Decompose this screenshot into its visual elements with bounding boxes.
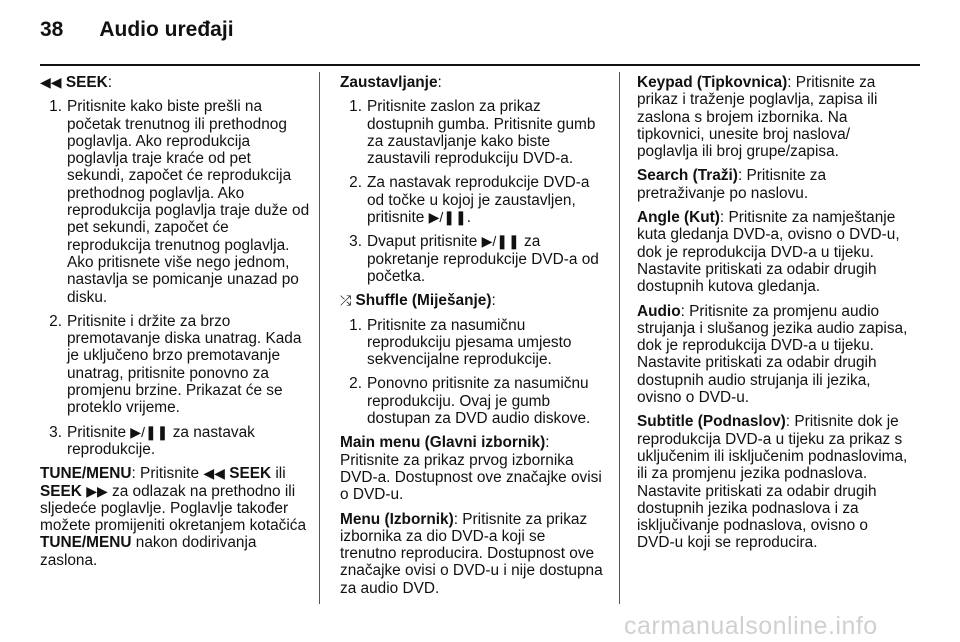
- menu-paragraph: Menu (Izbornik): Pritisnite za prikaz izbornika za dio DVD-a koji se trenutno reproducira. Dostupnost ove značajke ovisi o DVD-u i nije dostupna za audio DVD.: [340, 510, 603, 597]
- column-divider: [319, 72, 320, 604]
- column-divider: [619, 72, 620, 604]
- list-item: 1. Pritisnite kako biste prešli na početak trenutnog ili prethodnog poglavlja. Ako reprodukcija poglavlja traje kraće od pet sekundi, započet će reprodukcija prethodnog poglavlja. Ako reprodukcija poglavlja traje duže od pet sekundi, započet će reprodukcija trenutnog poglavlja. Ako pritisnete više nego jednom, nastavlja se pomicanje unazad po disku.: [49, 98, 310, 306]
- play-pause-icon: ▶/❚❚: [130, 423, 169, 440]
- rewind-icon: ◀◀: [203, 465, 225, 482]
- audio-paragraph: Audio: Pritisnite za promjenu audio strujanja i slušanog jezika audio zapisa, dok je reprodukcija DVD-a u tijeku. Nastavite pritiskati za odabir drugih dostupnih audio strujanja ili jezika, ovisno o DVD-u.: [637, 302, 908, 407]
- tune-menu-paragraph: TUNE/MENU: Pritisnite ◀◀ SEEK ili SEEK ▶▶ za odlazak na prethodno ili sljedeće poglavlje. Poglavlje također možete promijeniti okretanjem kotačića TUNE/MENU nakon dodirivanja zaslona.: [40, 465, 307, 569]
- list-item: 2. Za nastavak reprodukcije DVD-a od točke u kojoj je zaustavljen, pritisnite ▶/❚❚.: [349, 174, 590, 227]
- header-rule: [40, 64, 920, 66]
- seek-back-heading: ◀◀ SEEK:: [40, 74, 113, 91]
- list-item: 3. Pritisnite ▶/❚❚ za nastavak reprodukcije.: [49, 423, 255, 458]
- subtitle-paragraph: Subtitle (Podnaslov): Pritisnite dok je reprodukcija DVD-a u tijeku za prikaz s uključenim ili isključenim podnaslovima, ili za promjenu jezika podnaslova. Nastavite pritiskati za odabir drugih dostupnih jezika podnaslova i za isključivanje podnaslova, ovisno o DVD-u koji se reproducira.: [637, 413, 908, 552]
- list-item: 1. Pritisnite za nasumičnu reprodukciju pjesama umjesto sekvencijalne reprodukcije.: [349, 316, 572, 369]
- page-number: 38: [40, 18, 64, 41]
- column-right: [637, 74, 909, 559]
- list-item: 1. Pritisnite zaslon za prikaz dostupnih gumba. Pritisnite gumb za zaustavljanje kako biste zaustavili reprodukciju DVD-a.: [349, 98, 596, 168]
- shuffle-heading: ⤮ Shuffle (Miješanje):: [340, 292, 496, 310]
- column-left: [40, 74, 310, 576]
- angle-paragraph: Angle (Kut): Pritisnite za namještanje kuta gledanja DVD-a, ovisno o DVD-u, dok je reprodukcija DVD-a u tijeku. Nastavite pritiskati za odabir drugih dostupnih kutova gledanja.: [637, 209, 900, 296]
- list-item: 2. Pritisnite i držite za brzo premotavanje diska unatrag. Kada je uključeno brzo premotavanje unatrag, pritisnite ponovno za promjenu brzine. Prikazat će se proteklo vrijeme.: [49, 312, 302, 417]
- column-middle: [340, 74, 606, 604]
- page-title: Audio uređaji: [99, 18, 234, 41]
- page-header: [40, 18, 234, 42]
- play-pause-icon: ▶/❚❚: [428, 209, 467, 226]
- shuffle-icon: ⤮: [340, 292, 352, 309]
- keypad-paragraph: Keypad (Tipkovnica): Pritisnite za prikaz i traženje poglavlja, zapisa ili zaslona s brojem izbornika. Na tipkovnici, unesite broj naslova/ poglavlja ili broj grupe/zapisa.: [637, 74, 878, 161]
- stop-heading: Zaustavljanje:: [340, 74, 442, 91]
- list-item: 3. Dvaput pritisnite ▶/❚❚ za pokretanje reprodukcije DVD-a od početka.: [349, 233, 599, 285]
- rewind-icon: ◀◀: [40, 74, 62, 90]
- list-item: 2. Ponovno pritisnite za nasumičnu reprodukciju. Ovaj je gumb dostupan za DVD audio diskove.: [349, 375, 591, 428]
- fast-forward-icon: ▶▶: [86, 482, 108, 499]
- watermark: carmanualsonline.info: [624, 612, 878, 640]
- search-paragraph: Search (Traži): Pritisnite za pretraživanje po naslovu.: [637, 167, 827, 202]
- play-pause-icon: ▶/❚❚: [481, 233, 520, 250]
- main-menu-paragraph: Main menu (Glavni izbornik): Pritisnite za prikaz prvog izbornika DVD-a. Dostupnost ove značajke ovisi o DVD-u.: [340, 434, 602, 504]
